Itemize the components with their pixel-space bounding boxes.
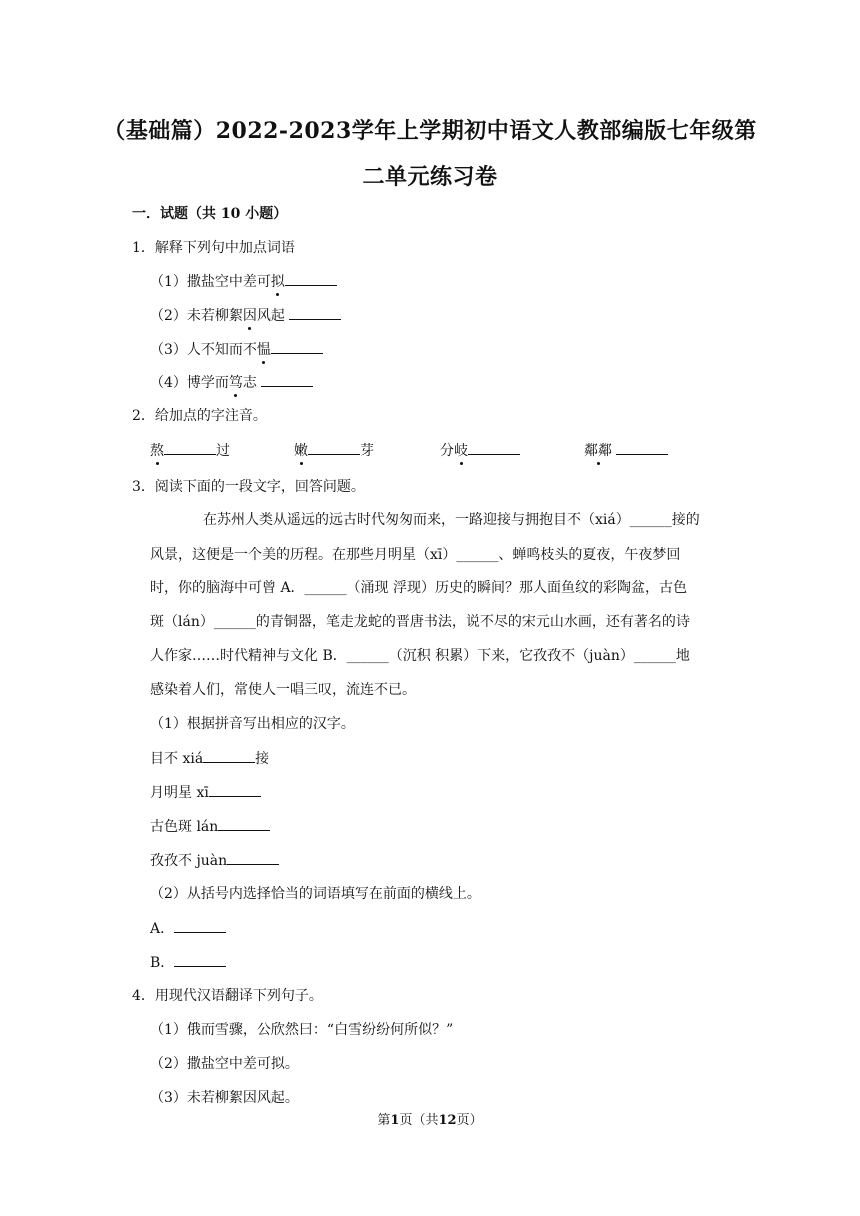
emphasis-dot-char: 因 [242, 308, 257, 324]
question-3-sub-1: （1）根据拼音写出相应的汉字。 [150, 716, 355, 732]
emphasis-dot-char: 熬 [150, 443, 164, 459]
emphasis-dot-char: 岐 [454, 443, 468, 459]
emphasis-dot-char: 愠 [256, 342, 271, 358]
question-1-item-4: （4）博学而笃志 [150, 372, 313, 393]
answer-blank[interactable] [308, 440, 360, 455]
question-1-item-3: （3）人不知而不愠 [150, 339, 323, 360]
question-1-stem: 1．解释下列句中加点词语 [132, 240, 295, 256]
answer-blank[interactable] [203, 748, 255, 763]
question-3-stem: 3．阅读下面的一段文字，回答问题。 [132, 479, 365, 495]
choice-a: A． [150, 918, 226, 939]
question-3-sub-2: （2）从括号内选择恰当的词语填写在前面的横线上。 [150, 886, 481, 902]
emphasis-dot-char: 嫩 [294, 443, 308, 459]
answer-blank[interactable] [289, 305, 341, 320]
answer-blank[interactable] [285, 271, 337, 286]
emphasis-dot-char: 拟 [270, 274, 285, 290]
answer-blank[interactable] [209, 782, 261, 797]
answer-blank[interactable] [271, 339, 323, 354]
answer-blank[interactable] [174, 952, 226, 967]
question-4-item-3: （3）未若柳絮因风起。 [150, 1090, 299, 1106]
pinyin-item: 孜孜不 juàn [150, 850, 279, 871]
passage-line: 感染着人们，常使人一唱三叹，流连不已。 [150, 682, 416, 698]
answer-blank[interactable] [174, 918, 226, 933]
question-1-item-2: （2）未若柳絮因风起 [150, 305, 341, 326]
answer-blank[interactable] [616, 440, 668, 455]
choice-b: B． [150, 952, 226, 973]
page-footer: 第1页（共12页） [377, 1113, 483, 1128]
question-2-item-3: 分岐 [440, 440, 520, 461]
question-2-item-1: 熬 过 [150, 440, 230, 461]
question-2-item-2: 嫩 芽 [294, 440, 374, 461]
passage-line: 风景，这便是一个美的历程。在那些月明星（xī）______、蝉鸣枝头的夏夜，午夜梦回 [150, 547, 681, 563]
passage-line: 斑（lán）______的青铜器，笔走龙蛇的晋唐书法，说不尽的宋元山水画，还有著名的诗 [150, 614, 690, 630]
passage-line: 人作家……时代精神与文化 B．______（沉积 积累）下来，它孜孜不（juàn）______地 [150, 648, 690, 664]
pinyin-item: 目不 xiá 接 [150, 748, 269, 769]
question-4-item-1: （1）俄而雪骤，公欣然曰：“白雪纷纷何所似？” [150, 1022, 454, 1038]
question-2-stem: 2．给加点的字注音。 [132, 408, 267, 424]
answer-blank[interactable] [218, 816, 270, 831]
answer-blank[interactable] [468, 440, 520, 455]
passage-line: 在苏州人类从遥远的远古时代匆匆而来，一路迎接与拥抱目不（xiá）______接的 [203, 512, 700, 528]
section-header: 一．试题（共 10 小题） [132, 206, 288, 222]
answer-blank[interactable] [164, 440, 216, 455]
pinyin-item: 月明星 xī [150, 782, 261, 803]
question-4-stem: 4．用现代汉语翻译下列句子。 [132, 988, 323, 1004]
pinyin-item: 古色斑 lán [150, 816, 270, 837]
document-title-line-2: 二单元练习卷 [362, 164, 498, 190]
document-title-line-1: （基础篇）2022-2023学年上学期初中语文人教部编版七年级第 [103, 118, 757, 144]
emphasis-dot-char: 笃 [228, 375, 243, 391]
question-2-item-4 [584, 440, 668, 461]
question-1-item-1: （1）撒盐空中差可拟 [150, 271, 337, 292]
emphasis-dot-char: 鄰鄰 [584, 443, 612, 459]
passage-line: 时，你的脑海中可曾 A．______（涌现 浮现）历史的瞬间？那人面鱼纹的彩陶盆，古色 [150, 580, 688, 596]
question-4-item-2: （2）撒盐空中差可拟。 [150, 1056, 299, 1072]
answer-blank[interactable] [261, 372, 313, 387]
answer-blank[interactable] [227, 850, 279, 865]
